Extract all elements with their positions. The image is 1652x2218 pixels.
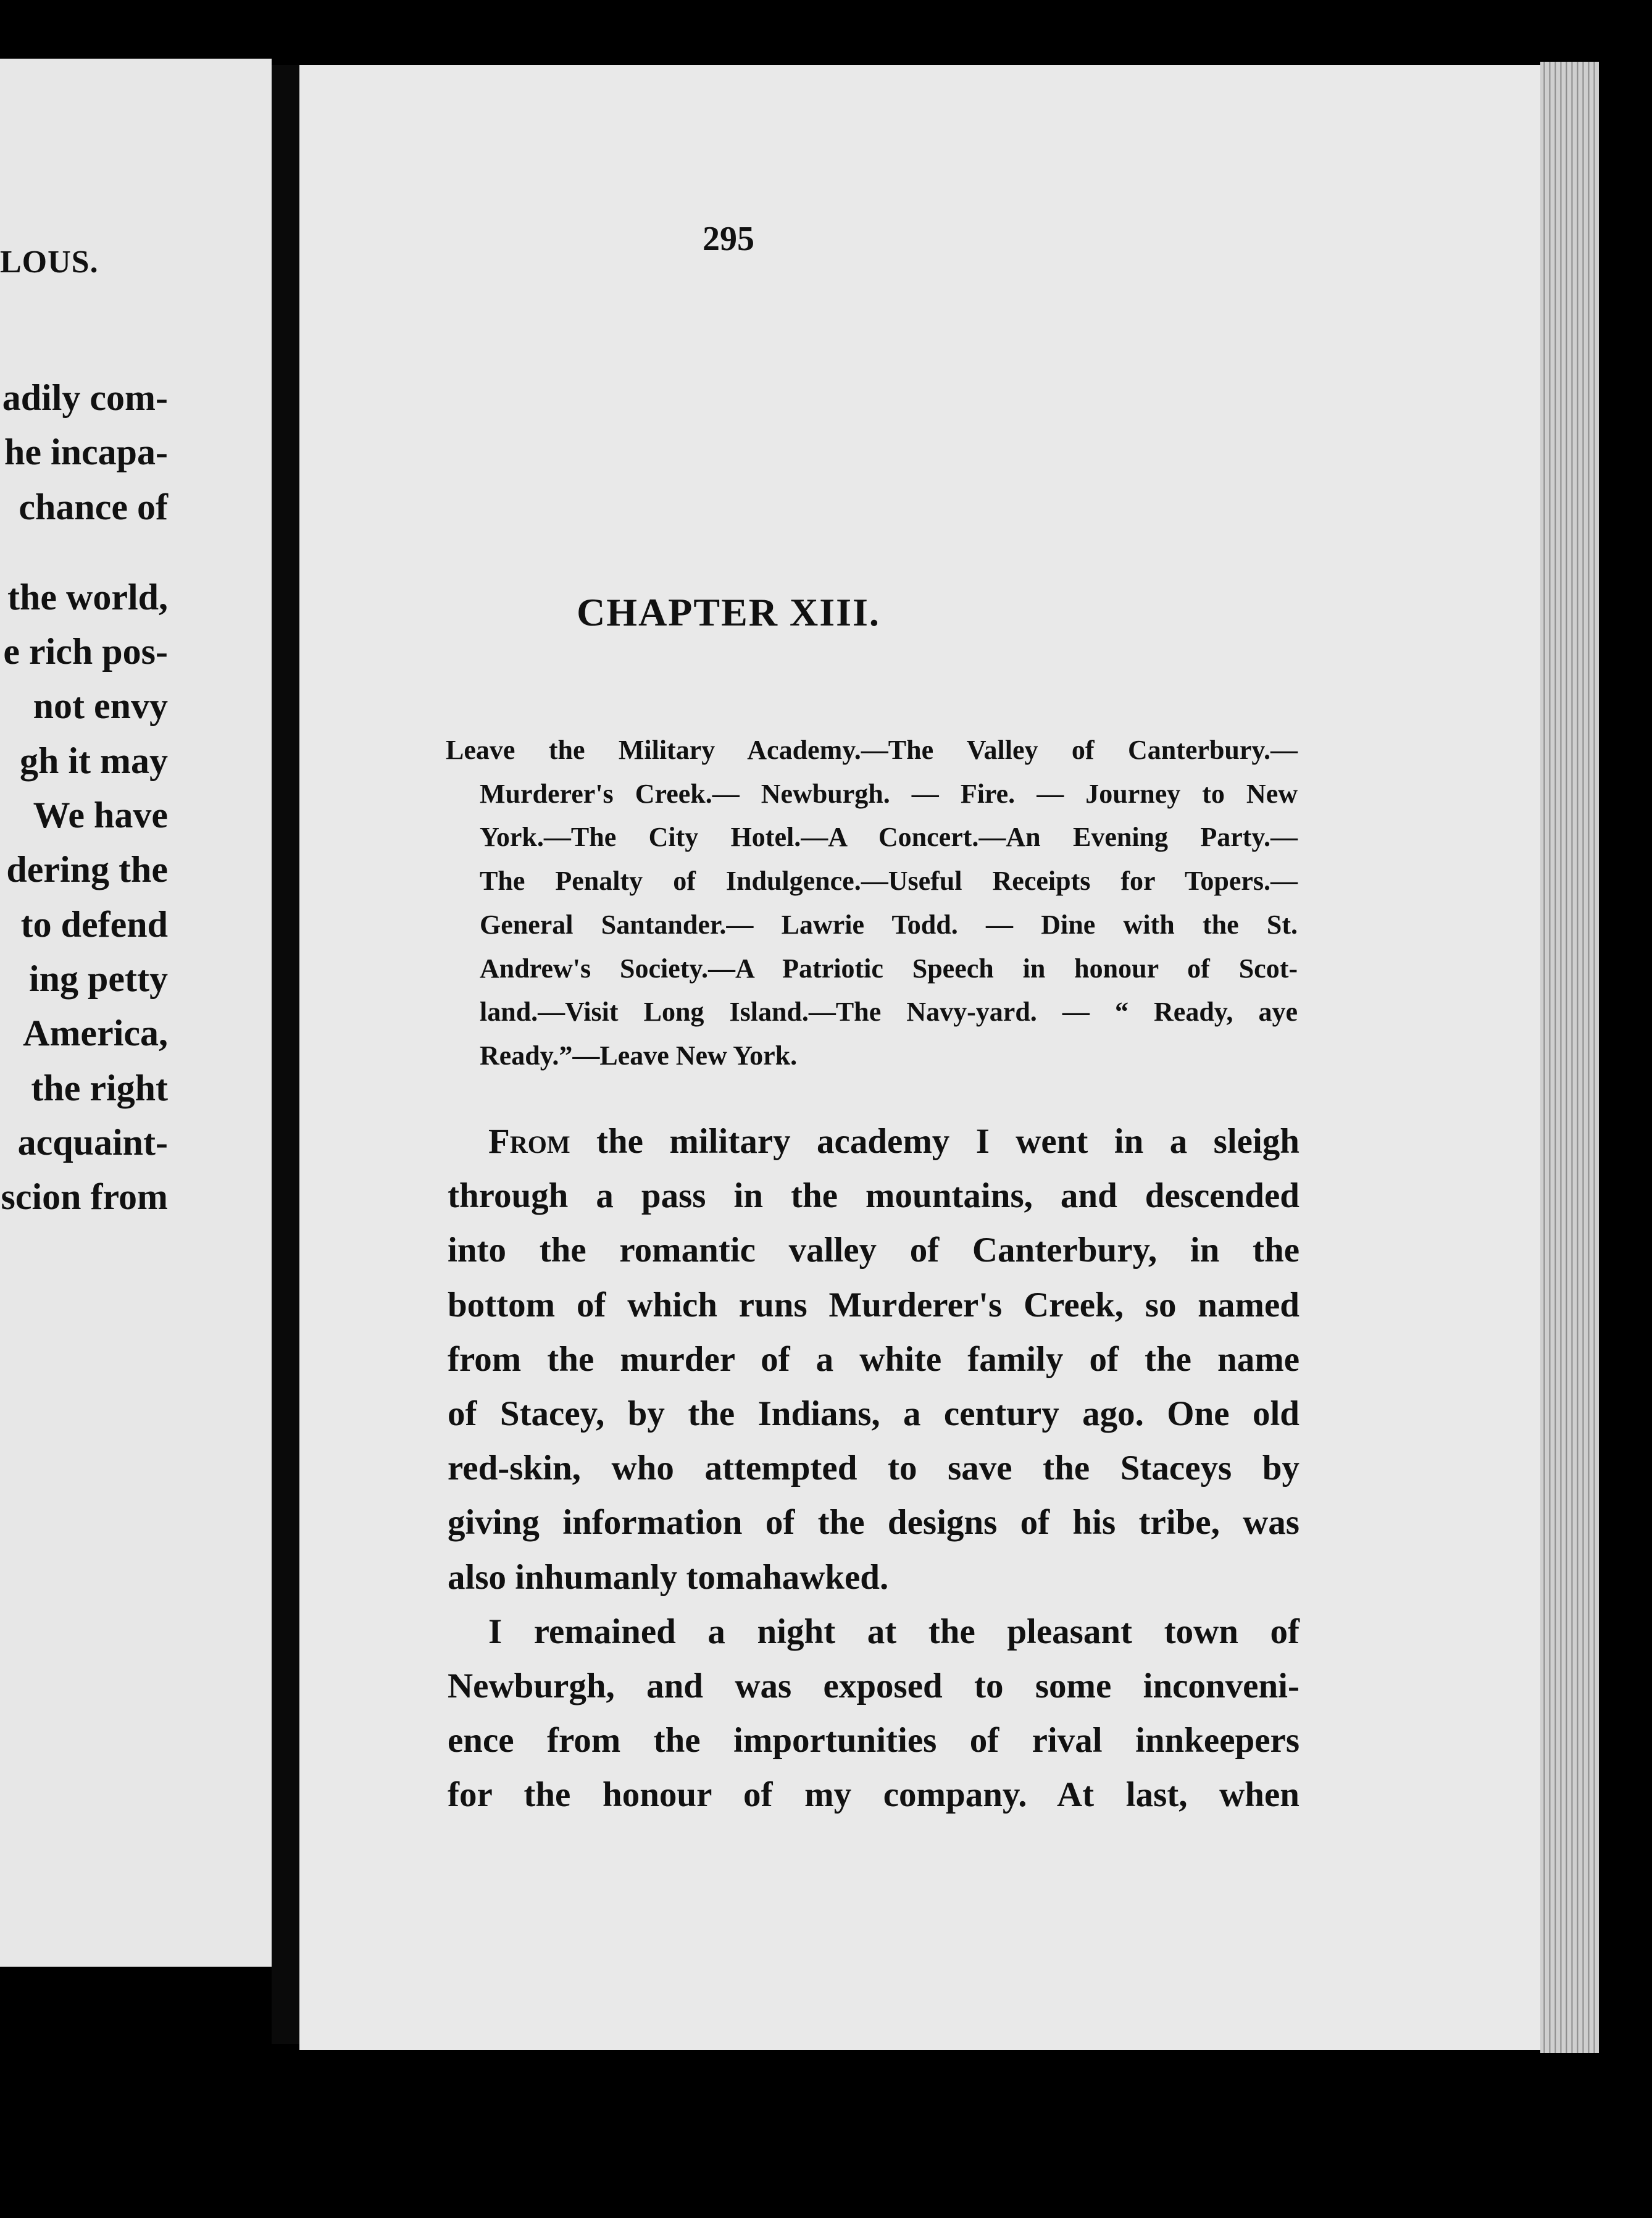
chapter-summary <box>446 729 1298 1078</box>
summary-line: The Penalty of Indulgence.—Useful Receipts for Topers.— <box>480 866 1298 897</box>
left-line: adily com- <box>2 377 168 418</box>
body-line: bottom of which runs Murderer's Creek, so named <box>448 1285 1299 1325</box>
left-line: the world, <box>7 576 168 617</box>
body-line: for the honour of my company. At last, when <box>448 1775 1299 1815</box>
drop-word: From <box>488 1122 570 1161</box>
summary-line: Andrew's Society.—A Patriotic Speech in honour of Scot- <box>480 953 1298 984</box>
page-number: 295 <box>703 220 754 258</box>
body-line: through a pass in the mountains, and descended <box>448 1176 1299 1216</box>
left-page-text <box>0 370 168 1224</box>
body-line: ence from the importunities of rival innkeepers <box>448 1721 1299 1760</box>
left-line: scion from <box>1 1176 168 1218</box>
body-text <box>448 1115 1299 1823</box>
summary-line: General Santander.— Lawrie Todd. — Dine with the St. <box>480 909 1298 940</box>
left-line: chance of <box>19 486 168 527</box>
left-page <box>0 59 272 1967</box>
summary-line: Leave the Military Academy.—The Valley of Canterbury.— <box>446 735 1298 765</box>
body-line: red-skin, who attempted to save the Staceys by <box>448 1449 1299 1488</box>
left-line: ing petty <box>29 958 168 999</box>
body-line: I remained a night at the pleasant town of <box>488 1612 1299 1651</box>
left-line: gh it may <box>20 740 168 781</box>
summary-line: Ready.”—Leave New York. <box>480 1040 798 1071</box>
first-line-rest: the military academy I went in a sleigh <box>570 1122 1299 1161</box>
left-line: he incapa- <box>4 432 168 473</box>
summary-line: land.—Visit Long Island.—The Navy-yard. — “ Ready, aye <box>480 997 1298 1027</box>
body-line: Newburgh, and was exposed to some inconveni- <box>448 1667 1299 1706</box>
body-line: also inhumanly tomahawked. <box>448 1557 889 1597</box>
left-line: to defend <box>20 903 168 945</box>
left-line: not envy <box>33 685 168 727</box>
left-gap <box>0 534 168 570</box>
left-running-header: LOUS. <box>0 245 99 280</box>
book-spine <box>272 65 299 2044</box>
chapter-title: CHAPTER XIII. <box>577 590 880 634</box>
summary-line: York.—The City Hotel.—A Concert.—An Evening Party.— <box>480 822 1298 853</box>
body-line: into the romantic valley of Canterbury, in the <box>448 1231 1299 1270</box>
body-line: from the murder of a white family of the name <box>448 1339 1299 1379</box>
body-line: of Stacey, by the Indians, a century ago. One old <box>448 1394 1299 1434</box>
left-line: dering the <box>6 849 168 890</box>
left-line: acquaint- <box>17 1121 168 1163</box>
left-line: the right <box>31 1067 168 1108</box>
summary-line: Murderer's Creek.— Newburgh. — Fire. — Journey to New <box>480 778 1298 809</box>
left-line: We have <box>33 795 168 836</box>
left-line: America, <box>23 1013 168 1054</box>
page-edges <box>1540 62 1599 2053</box>
left-line: e rich pos- <box>3 631 168 672</box>
body-line: giving information of the designs of his tribe, was <box>448 1503 1299 1542</box>
paragraph-first-line <box>448 1115 1299 1169</box>
right-page <box>299 65 1540 2050</box>
